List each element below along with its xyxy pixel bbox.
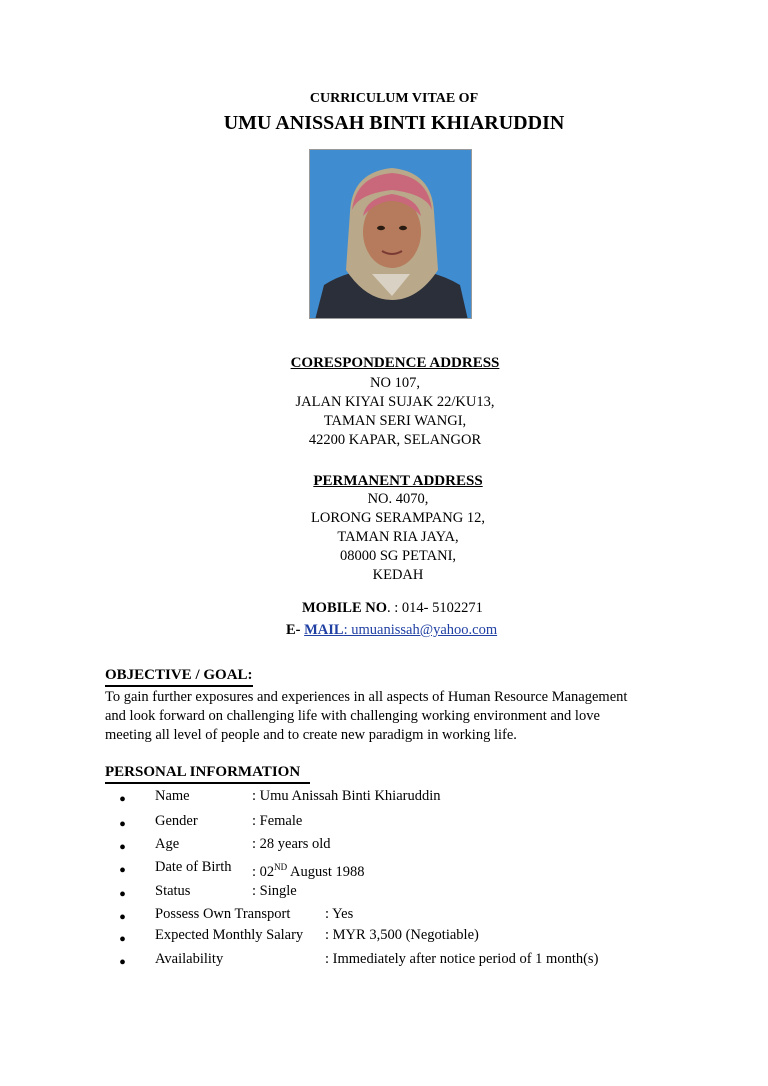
- info-value: : 28 years old: [252, 836, 331, 852]
- address-line: NO 107,: [370, 375, 420, 391]
- info-value-dob: [252, 858, 365, 882]
- profile-photo: [309, 149, 472, 319]
- correspondence-address: [200, 355, 590, 450]
- info-label: Status: [155, 883, 191, 899]
- personal-rule: [105, 782, 310, 784]
- info-value: : MYR 3,500 (Negotiable): [325, 927, 479, 943]
- bullet-icon: •: [119, 814, 127, 836]
- address-line: JALAN KIYAI SUJAK 22/KU13,: [295, 394, 495, 410]
- dob-suffix: ND: [274, 862, 288, 872]
- address-line: TAMAN RIA JAYA,: [337, 529, 459, 545]
- email-address: [286, 622, 497, 639]
- objective-title: OBJECTIVE / GOAL:: [105, 667, 253, 683]
- permanent-address: [200, 473, 596, 585]
- info-label: Expected Monthly Salary: [155, 927, 304, 943]
- email-label-link[interactable]: MAIL: [304, 622, 344, 638]
- objective-text: [105, 688, 705, 745]
- candidate-name: UMU ANISSAH BINTI KHIARUDDIN: [223, 112, 565, 134]
- address-line: 42200 KAPAR, SELANGOR: [308, 432, 482, 448]
- cv-subtitle: CURRICULUM VITAE OF: [309, 91, 479, 106]
- info-value: : Immediately after notice period of 1 month(s): [325, 951, 599, 967]
- mobile-value: . : 014- 5102271: [387, 600, 483, 616]
- address-line: NO. 4070,: [367, 491, 429, 507]
- bullet-icon: •: [119, 884, 127, 906]
- objective-line: and look forward on challenging life with challenging working environment and love: [105, 708, 600, 724]
- info-label: Possess Own Transport: [155, 906, 291, 922]
- objective-line: To gain further exposures and experiences in all aspects of Human Resource Management: [105, 689, 628, 705]
- objective-rule: [105, 685, 253, 687]
- mobile-label: MOBILE NO: [302, 600, 387, 616]
- address-line: TAMAN SERI WANGI,: [323, 413, 467, 429]
- address-line: LORONG SERAMPANG 12,: [311, 510, 485, 526]
- info-label: Name: [155, 788, 190, 804]
- bullet-icon: •: [119, 952, 127, 974]
- bullet-icon: •: [119, 837, 127, 859]
- dob-rest: August 1988: [287, 863, 365, 880]
- bullet-icon: •: [119, 860, 127, 882]
- dob-day: : 02: [252, 863, 275, 880]
- personal-title: PERSONAL INFORMATION: [105, 764, 301, 780]
- info-value: : Single: [252, 883, 297, 899]
- address-line: 08000 SG PETANI,: [339, 548, 457, 564]
- permanent-title: PERMANENT ADDRESS: [313, 473, 483, 489]
- mobile-number: [302, 600, 483, 617]
- bullet-icon: •: [119, 929, 127, 951]
- info-label: Availability: [155, 951, 224, 967]
- info-label: Date of Birth: [155, 859, 232, 875]
- correspondence-title: CORESPONDENCE ADDRESS: [290, 355, 500, 371]
- objective-section: [105, 667, 253, 684]
- bullet-icon: •: [119, 789, 127, 811]
- info-value: : Female: [252, 813, 303, 829]
- objective-line: meeting all level of people and to create new paradigm in working life.: [105, 727, 517, 743]
- info-label: Age: [155, 836, 180, 852]
- email-link[interactable]: : umuanissah@yahoo.com: [343, 622, 498, 638]
- info-value: : Umu Anissah Binti Khiaruddin: [252, 788, 441, 804]
- info-value: : Yes: [325, 906, 354, 922]
- email-prefix: E-: [286, 622, 305, 638]
- address-line: KEDAH: [372, 567, 424, 583]
- bullet-icon: •: [119, 907, 127, 929]
- info-label: Gender: [155, 813, 198, 829]
